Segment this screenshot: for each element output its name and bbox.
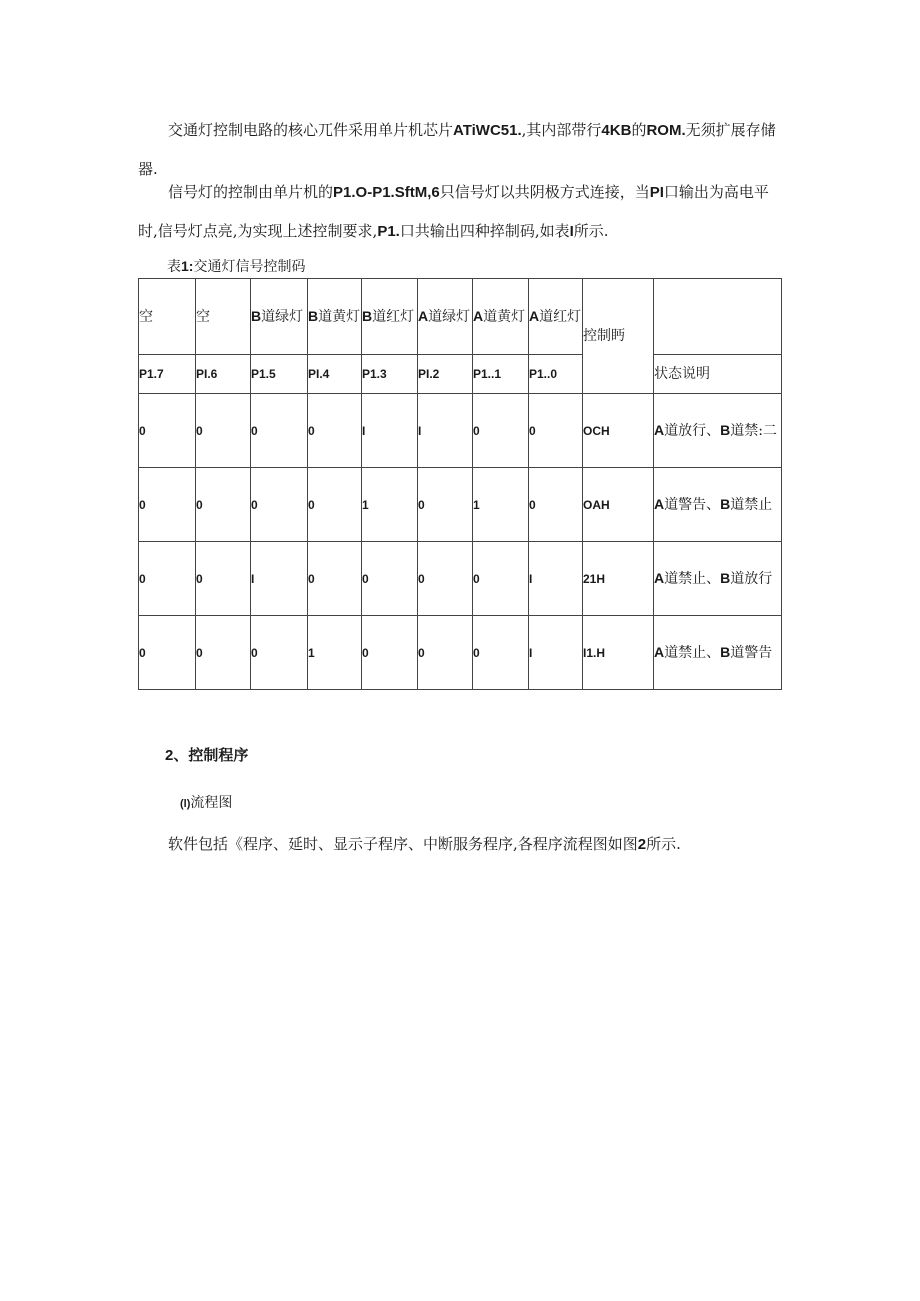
- p1-text-3: 的: [631, 121, 647, 139]
- value-cell: 1: [362, 468, 418, 542]
- bit-cell: P1.3: [362, 355, 418, 394]
- section-number: 2: [165, 747, 174, 764]
- rom-size: 4KB: [601, 122, 632, 139]
- value-cell: 0: [196, 616, 251, 690]
- p2-text-3: 口输出为高电平时,信号灯点亮,为实现上述控制要求,: [138, 183, 769, 240]
- value-cell: I: [529, 542, 583, 616]
- value-cell: 1: [308, 616, 362, 690]
- status-description: [654, 394, 782, 468]
- header-control-code: 控制眄: [583, 279, 654, 394]
- section-title: 、控制程序: [173, 747, 249, 764]
- value-cell: 0: [308, 394, 362, 468]
- header-blank: [654, 279, 782, 355]
- bit-cell: PI.2: [418, 355, 473, 394]
- header-a-yellow: [473, 279, 529, 355]
- p2-text-4: 口共输出四种捽制码,如表: [399, 222, 570, 240]
- status-text: 道禁:二: [730, 423, 777, 439]
- road-letter: B: [720, 570, 731, 586]
- value-cell: 0: [529, 394, 583, 468]
- subsection-heading: [180, 792, 232, 812]
- p1-text-4: 无须扩展存储器.: [138, 121, 776, 178]
- road-letter: B: [308, 308, 319, 324]
- table-row: [139, 394, 782, 468]
- header-b-green: [251, 279, 308, 355]
- p2-text-5: 所示.: [573, 222, 609, 240]
- value-cell: 0: [196, 394, 251, 468]
- value-cell: 0: [251, 616, 308, 690]
- road-letter: B: [720, 496, 731, 512]
- value-cell: 0: [418, 468, 473, 542]
- status-text: 道警告、: [664, 497, 721, 513]
- port-label-2: P1.: [377, 223, 400, 240]
- figure-ref: 2: [637, 836, 647, 853]
- caption-text: 交通灯信号控制码: [193, 259, 306, 275]
- control-code: 21H: [583, 542, 654, 616]
- status-description: [654, 542, 782, 616]
- bit-cell: P1..1: [473, 355, 529, 394]
- header-a-red: [529, 279, 583, 355]
- table-row: [139, 468, 782, 542]
- header-b-yellow: [308, 279, 362, 355]
- road-letter: A: [473, 308, 484, 324]
- subsection-text: 流程图: [190, 795, 233, 811]
- road-letter: A: [654, 422, 665, 438]
- header-row: [139, 279, 782, 355]
- header-text: 道绿灯: [428, 309, 471, 325]
- road-letter: B: [251, 308, 262, 324]
- header-empty-1: 空: [139, 279, 196, 355]
- value-cell: 0: [418, 616, 473, 690]
- value-cell: 0: [251, 394, 308, 468]
- value-cell: 0: [473, 394, 529, 468]
- status-text: 道禁止、: [664, 571, 721, 587]
- road-letter: A: [654, 570, 665, 586]
- road-letter: A: [529, 308, 540, 324]
- value-cell: 0: [308, 542, 362, 616]
- value-cell: 0: [362, 616, 418, 690]
- p1-text-1: 交通灯控制电路的核心兀件采用单片机芯片: [168, 121, 454, 139]
- value-cell: 0: [308, 468, 362, 542]
- p3-text-2: 所示.: [646, 835, 681, 853]
- header-text: 道黄灯: [483, 309, 526, 325]
- control-code: OAH: [583, 468, 654, 542]
- value-cell: I: [418, 394, 473, 468]
- subsection-label: (l): [180, 798, 191, 810]
- value-cell: 0: [139, 468, 196, 542]
- status-text: 道禁止: [730, 497, 773, 513]
- value-cell: 0: [418, 542, 473, 616]
- value-cell: 0: [196, 542, 251, 616]
- bit-row: [139, 355, 782, 394]
- header-text: 道红灯: [372, 309, 415, 325]
- bit-cell: P1.5: [251, 355, 308, 394]
- control-code: OCH: [583, 394, 654, 468]
- p2-text-1: 信号灯的控制由单片机的: [168, 183, 334, 201]
- road-letter: A: [654, 496, 665, 512]
- software-paragraph: [138, 825, 780, 864]
- value-cell: 0: [139, 394, 196, 468]
- header-b-red: [362, 279, 418, 355]
- caption-number: 1:: [181, 258, 194, 274]
- port-label: PI: [649, 184, 664, 201]
- p1-text-2: ,其内部带行: [521, 121, 602, 139]
- table-ref: I: [569, 223, 574, 240]
- road-letter: B: [720, 422, 731, 438]
- road-letter: A: [654, 644, 665, 660]
- signal-control-table: [138, 278, 782, 690]
- table-row: [139, 542, 782, 616]
- control-code: I1.H: [583, 616, 654, 690]
- value-cell: 0: [139, 616, 196, 690]
- value-cell: 0: [473, 542, 529, 616]
- bit-cell: P1.7: [139, 355, 196, 394]
- value-cell: I: [251, 542, 308, 616]
- value-cell: 0: [362, 542, 418, 616]
- header-text: 道红灯: [539, 309, 582, 325]
- caption-prefix: 表: [167, 259, 181, 275]
- header-text: 道绿灯: [261, 309, 304, 325]
- p2-text-2: 只信号灯以共阴极方式连接，当: [439, 183, 650, 201]
- header-text: 道黄灯: [318, 309, 361, 325]
- value-cell: 0: [196, 468, 251, 542]
- value-cell: I: [529, 616, 583, 690]
- status-description: [654, 468, 782, 542]
- value-cell: 0: [251, 468, 308, 542]
- bit-cell: PI.6: [196, 355, 251, 394]
- status-header: 状态说明: [654, 355, 782, 394]
- bit-cell: PI.4: [308, 355, 362, 394]
- p3-text-1: 软件包括《程序、延时、显示子程序、中断服务程序,各程序流程图如图: [168, 835, 638, 853]
- status-text: 道禁止、: [664, 645, 721, 661]
- header-empty-2: 空: [196, 279, 251, 355]
- road-letter: A: [418, 308, 429, 324]
- signal-paragraph: [138, 173, 780, 251]
- value-cell: 1: [473, 468, 529, 542]
- status-description: [654, 616, 782, 690]
- chip-model: ATiWC51.: [453, 122, 522, 139]
- port-range: P1.O-P1.SftM,6: [333, 184, 440, 201]
- value-cell: 0: [529, 468, 583, 542]
- road-letter: B: [362, 308, 373, 324]
- header-a-green: [418, 279, 473, 355]
- table-row: [139, 616, 782, 690]
- bit-cell: P1..0: [529, 355, 583, 394]
- value-cell: I: [362, 394, 418, 468]
- rom-label: ROM.: [646, 122, 686, 139]
- value-cell: 0: [139, 542, 196, 616]
- value-cell: 0: [473, 616, 529, 690]
- road-letter: B: [720, 644, 731, 660]
- table-caption: [167, 256, 305, 277]
- status-text: 道放行: [730, 571, 773, 587]
- section-heading: [165, 744, 248, 765]
- status-text: 道警告: [730, 645, 773, 661]
- status-text: 道放行、: [664, 423, 721, 439]
